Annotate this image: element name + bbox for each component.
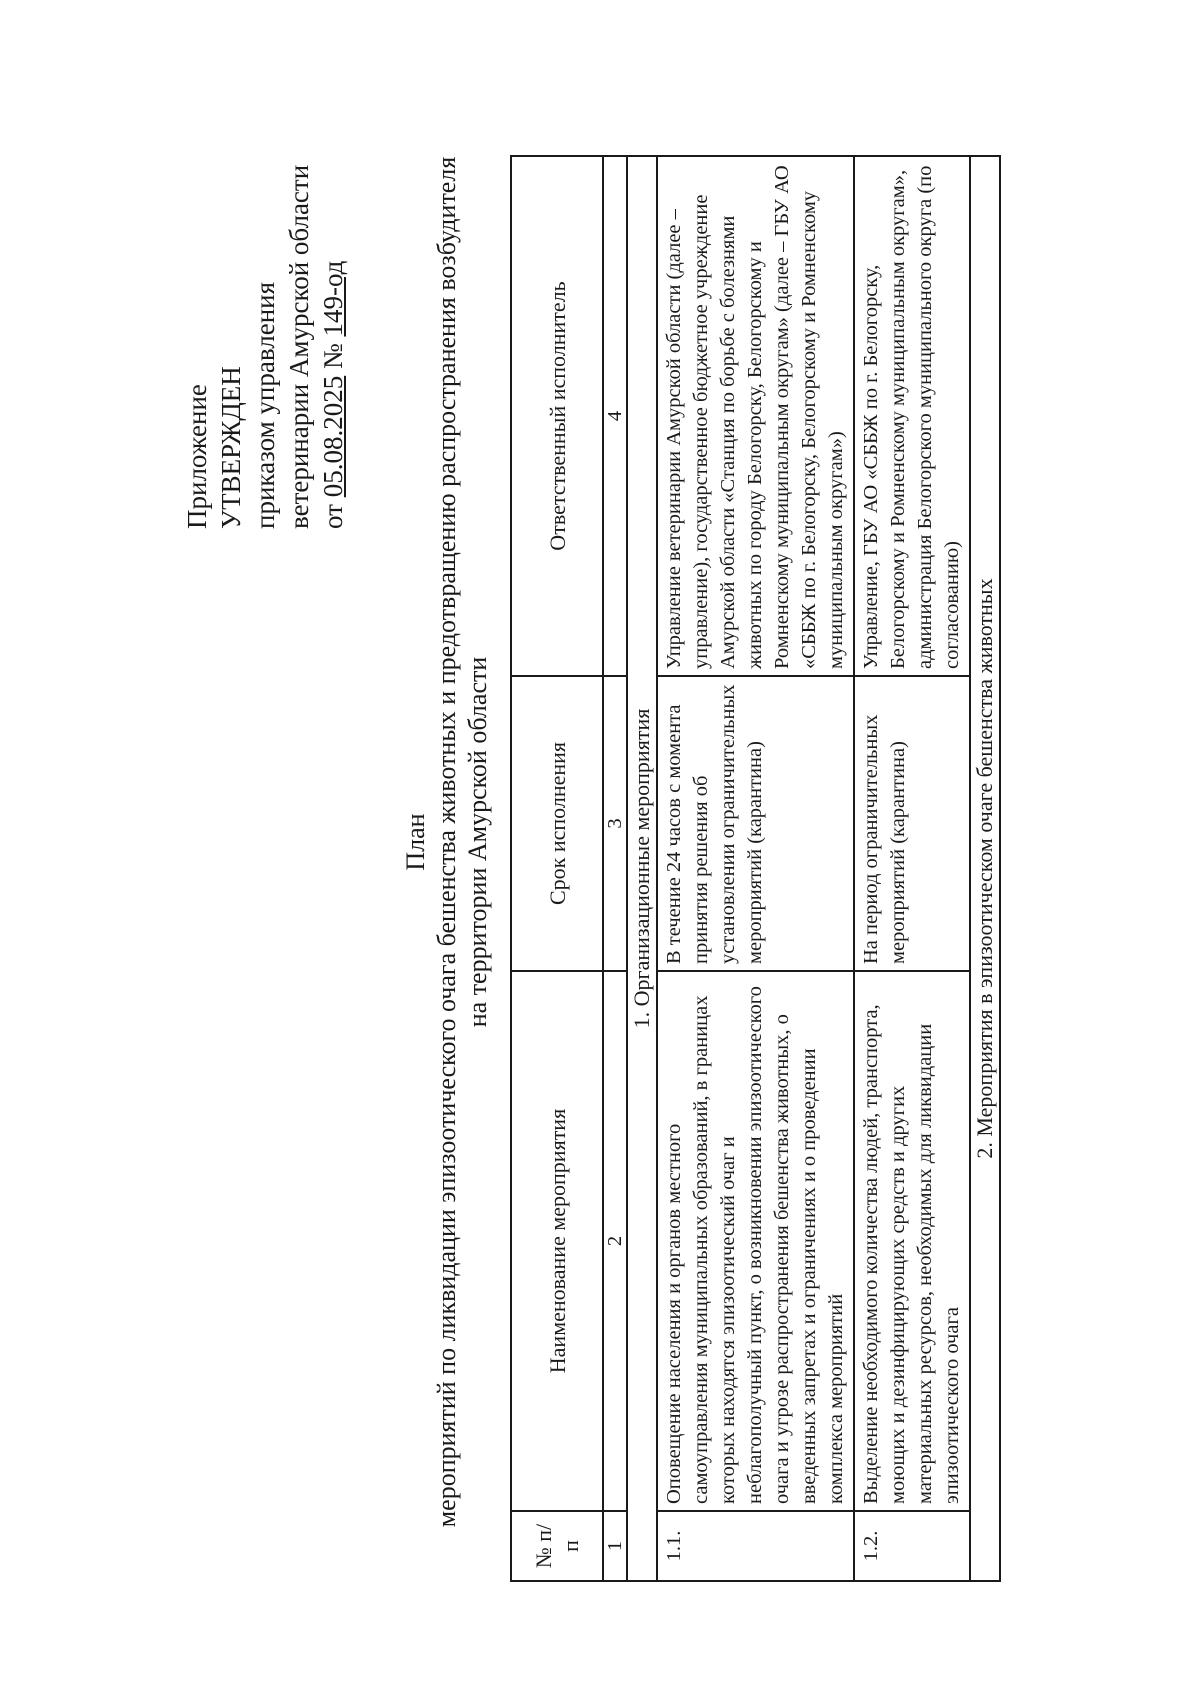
row-number: 1.2. — [854, 1511, 970, 1581]
row-responsible: Управление ветеринарии Амурской области (далее – управление), государственное бюджетное учреждение Амурской области «Станция по борьбе с болезнями животных по городу Белогорску, Белогорскому и Ромненскому муниципальным округам» (далее – ГБУ АО «СББЖ по г. Белогорску, Белогорскому и Ромненскому муниципальным округам») — [657, 156, 854, 676]
header-name: Наименование мероприятия — [511, 971, 603, 1511]
approval-date-prefix: от — [318, 497, 348, 529]
row-activity: Выделение необходимого количества людей, транспорта, моющих и дезинфицирующих средств и других материальных ресурсов, необходимых для ликвидации эпизоотического очага — [854, 971, 970, 1511]
table-row — [657, 156, 854, 1581]
column-number: 1 — [603, 1511, 627, 1581]
column-number: 3 — [603, 676, 627, 971]
plan-table — [510, 155, 1001, 1582]
row-responsible: Управление, ГБУ АО «СББЖ по г. Белогорску, Белогорскому и Ромненскому муниципальным округам», администрация Белогорского муниципального округа (по согласованию) — [854, 156, 970, 676]
header-no: № п/п — [511, 1511, 603, 1581]
section-row — [970, 156, 1000, 1581]
section-title: 2. Мероприятия в эпизоотическом очаге бешенства животных — [970, 156, 1000, 1581]
header-responsible: Ответственный исполнитель — [511, 156, 603, 676]
document-title — [400, 27, 493, 1657]
approval-number: 149-од — [318, 260, 348, 337]
row-term: В течение 24 часов с момента принятия решения об установлении ограничительных мероприятий (карантина) — [657, 676, 854, 971]
approval-order: приказом управления — [250, 281, 280, 529]
approval-appendix: Приложение — [182, 384, 212, 529]
column-number: 4 — [603, 156, 627, 676]
title-main: мероприятий по ликвидации эпизоотического очага бешенства животных и предотвращению распространения возбудителя — [432, 156, 461, 1528]
approval-number-sign: № — [318, 336, 348, 376]
title-region: на территории Амурской области — [463, 656, 492, 1028]
section-title: 1. Организационные мероприятия — [627, 156, 657, 1581]
approval-block — [180, 59, 350, 529]
title-plan: План — [401, 813, 430, 871]
row-number: 1.1. — [657, 1511, 854, 1581]
approval-date-line — [316, 59, 350, 529]
header-term: Срок исполнения — [511, 676, 603, 971]
table-header-row — [511, 156, 603, 1581]
row-activity: Оповещение населения и органов местного самоуправления муниципальных образований, в границах которых находятся эпизоотический очаг и неблагополучный пункт, о возникновении эпизоотического очага и угрозе распространения бешенства животных, о введенных запретах и ограничениях и о проведении комплекса мероприятий — [657, 971, 854, 1511]
column-number: 2 — [603, 971, 627, 1511]
section-row — [627, 156, 657, 1581]
table-row — [854, 156, 970, 1581]
approval-date: 05.08.2025 — [318, 375, 348, 498]
column-numbers-row — [603, 156, 627, 1581]
approval-authority: ветеринарии Амурской области — [284, 164, 314, 529]
approval-approved: УТВЕРЖДЕН — [216, 366, 246, 529]
row-term: На период ограничительных мероприятий (карантина) — [854, 676, 970, 971]
